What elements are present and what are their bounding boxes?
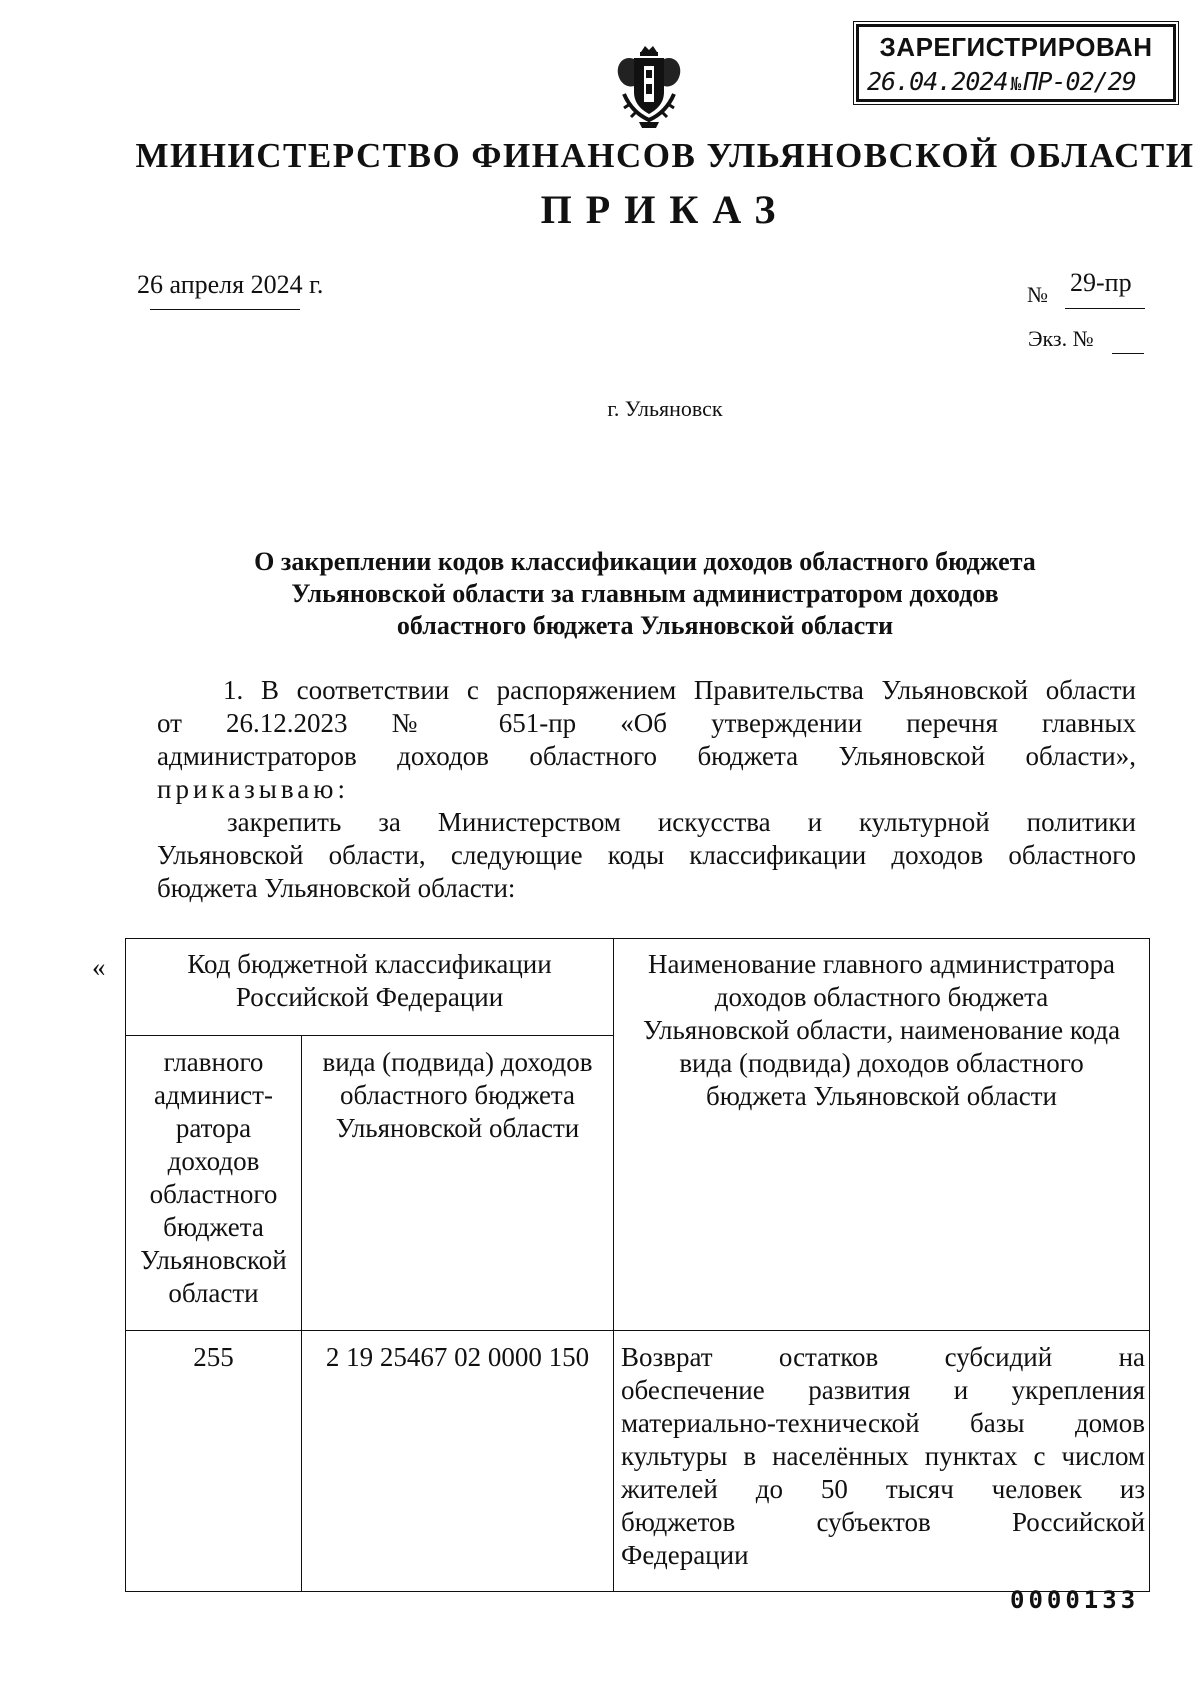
header-text-line: Код бюджетной классификации [187, 949, 552, 979]
header-chief-administrator [126, 1036, 302, 1331]
header-text-line: области [168, 1278, 259, 1308]
cell-income-code: 2 19 25467 02 0000 150 [302, 1331, 614, 1592]
copy-number-underline [1112, 353, 1144, 354]
paragraph-line: от 26.12.2023 № 651-пр «Об утверждении перечня главных [157, 708, 1136, 738]
stamp-title: ЗАРЕГИСТРИРОВАН [879, 32, 1153, 62]
paragraph-line: 1. В соответствии с распоряжением Правительства Ульяновской области [223, 675, 1136, 705]
cell-text-line: культуры в населённых пунктах с числом [621, 1441, 1146, 1471]
cell-income-name [614, 1331, 1150, 1592]
order-subject [0, 546, 1200, 642]
document-type: ПРИКАЗ [540, 187, 790, 232]
header-text-line: областного [149, 1179, 278, 1209]
cell-text-line: Возврат остатков субсидий на [621, 1342, 1146, 1372]
stamp-number: ПР-02/29 [1023, 67, 1136, 96]
cell-administrator-code: 255 [126, 1331, 302, 1592]
document-serial-number: 0000133 [1010, 1586, 1140, 1614]
header-income-type [302, 1036, 614, 1331]
paragraph-2 [157, 806, 1136, 905]
paragraph-line: приказываю: [157, 774, 349, 804]
paragraph-line: бюджета Ульяновской области: [157, 873, 516, 903]
header-text-line: бюджета Ульяновской области [706, 1081, 1057, 1111]
header-budget-code [126, 939, 614, 1036]
header-text-line: Ульяновской области, наименование кода [642, 1015, 1121, 1045]
order-number: 29-пр [1070, 268, 1132, 297]
cell-text-line: жителей до 50 тысяч человек из [621, 1474, 1146, 1504]
copy-number-label: Экз. № [1028, 326, 1094, 351]
paragraph-line: администраторов доходов областного бюджета Ульяновской области», [157, 741, 1136, 771]
paragraph-line: закрепить за Министерством искусства и культурной политики [227, 807, 1136, 837]
order-number-sign: № [1027, 282, 1048, 307]
number-underline [1065, 308, 1145, 309]
cell-text-line: материально-технической базы домов [621, 1408, 1146, 1438]
header-text-line: бюджета [163, 1212, 264, 1242]
header-text-line: Ульяновской области [335, 1113, 580, 1143]
header-text-line: вида (подвида) доходов [322, 1047, 593, 1077]
cell-text-line: бюджетов субъектов Российской [621, 1507, 1146, 1537]
header-text-line: ратора [175, 1113, 252, 1143]
stamp-registration-line [867, 67, 1163, 101]
subject-line: О закреплении кодов классификации доходов областного бюджета [254, 547, 1036, 576]
paragraph-1 [157, 674, 1136, 806]
header-text-line: Ульяновской [140, 1245, 287, 1275]
header-text-line: главного [163, 1047, 264, 1077]
subject-line: Ульяновской области за главным администратором доходов [291, 579, 999, 608]
header-text-line: доходов областного бюджета [714, 982, 1049, 1012]
stamp-number-sign: № [1010, 74, 1021, 95]
header-text-line: Наименование главного администратора [648, 949, 1115, 979]
cell-text-line: Федерации [621, 1540, 749, 1570]
ministry-name: МИНИСТЕРСТВО ФИНАНСОВ УЛЬЯНОВСКОЙ ОБЛАСТИ [135, 136, 1195, 175]
city: г. Ульяновск [607, 396, 723, 421]
date-underline [150, 309, 300, 310]
classification-table [125, 938, 1150, 1592]
subject-line: областного бюджета Ульяновской области [396, 611, 894, 640]
header-text-line: вида (подвида) доходов областного [679, 1048, 1084, 1078]
header-text-line: областного бюджета [339, 1080, 576, 1110]
header-text-line: Российской Федерации [235, 982, 504, 1012]
header-administrator-name [614, 939, 1150, 1331]
stamp-date: 26.04.2024 [867, 67, 1008, 96]
opening-quote: « [92, 952, 106, 982]
paragraph-line: Ульяновской области, следующие коды классификации доходов областного [157, 840, 1136, 870]
cell-text-line: обеспечение развития и укрепления [621, 1375, 1146, 1405]
table-row [126, 1331, 1150, 1592]
registration-stamp [856, 24, 1176, 102]
header-text-line: админист- [154, 1080, 273, 1110]
coat-of-arms-icon [614, 44, 684, 132]
order-date: 26 апреля 2024 г. [137, 270, 324, 299]
header-text-line: доходов [167, 1146, 260, 1176]
